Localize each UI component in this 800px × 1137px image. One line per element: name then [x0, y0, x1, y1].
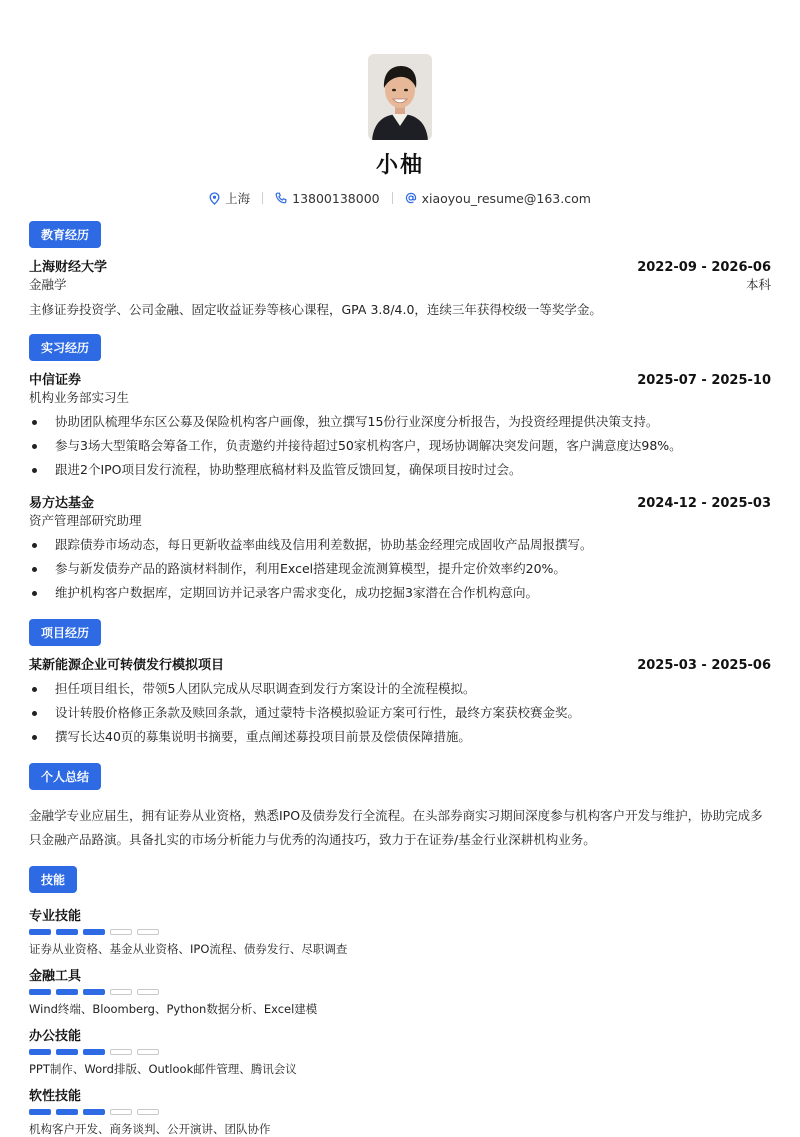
- email-text: xiaoyou_resume@163.com: [421, 190, 591, 206]
- education-section: [29, 207, 771, 320]
- skill-group: [29, 1085, 771, 1137]
- skill-level-empty: [110, 989, 132, 995]
- company-name: 中信证券: [29, 372, 82, 388]
- bullet-item: 撰写长达40页的募集说明书摘要，重点阐述募投项目前景及偿债保障措施。: [29, 725, 771, 749]
- skill-level-filled: [83, 989, 105, 995]
- education-degree: 本科: [745, 277, 771, 292]
- summary-heading: 个人总结: [29, 763, 101, 790]
- bullet-item: 担任项目组长，带领5人团队完成从尽职调查到发行方案设计的全流程模拟。: [29, 677, 771, 701]
- internship-date: 2024-12 - 2025-03: [637, 495, 771, 511]
- company-name: 易方达基金: [29, 495, 95, 511]
- skill-description: 机构客户开发、商务谈判、公开演讲、团队协作: [29, 1121, 271, 1136]
- skill-level-empty: [137, 1049, 159, 1055]
- contact-info: [29, 189, 771, 207]
- summary-section: [29, 749, 771, 852]
- skill-level-empty: [110, 1049, 132, 1055]
- skill-group: [29, 1025, 771, 1077]
- education-heading: 教育经历: [29, 221, 101, 248]
- bullet-item: 维护机构客户数据库，定期回访并记录客户需求变化，成功挖掘3家潜在合作机构意向。: [29, 581, 771, 605]
- skill-level-filled: [83, 1109, 105, 1115]
- skill-group: [29, 965, 771, 1017]
- skill-level-filled: [56, 929, 78, 935]
- location-pin-icon: [209, 192, 220, 205]
- internship-bullets: [29, 533, 771, 605]
- internship-role: 机构业务部实习生: [29, 389, 130, 405]
- skill-title: 金融工具: [29, 968, 82, 984]
- at-sign-icon: [405, 192, 417, 204]
- skill-level-empty: [110, 1109, 132, 1115]
- skill-description: PPT制作、Word排版、Outlook邮件管理、腾讯会议: [29, 1061, 297, 1076]
- skills-section: [29, 852, 771, 1137]
- summary-text: 金融学专业应届生，拥有证券从业资格，熟悉IPO及债券发行全流程。在头部券商实习期间深度参与机构客户开发与维护，协助完成多只金融产品路演。具备扎实的市场分析能力与优秀的沟通技巧，致力于在证券/基金行业深耕机构业务。: [29, 807, 763, 847]
- bullet-item: 协助团队梳理华东区公募及保险机构客户画像，独立撰写15份行业深度分析报告，为投资经理提供决策支持。: [29, 410, 771, 434]
- avatar-portrait-icon: [368, 54, 432, 140]
- internship-title-row: [29, 369, 771, 388]
- contact-divider: [392, 192, 393, 204]
- phone-text: 13800138000: [292, 190, 380, 206]
- bullet-item: 跟踪债券市场动态，每日更新收益率曲线及信用利差数据，协助基金经理完成固收产品周报撰写。: [29, 533, 771, 557]
- skill-level-empty: [137, 929, 159, 935]
- resume-header: [29, 54, 771, 207]
- skill-level-bars: [29, 1049, 771, 1055]
- project-section: [29, 605, 771, 749]
- bullet-item: 参与新发债券产品的路演材料制作，利用Excel搭建现金流测算模型，提升定价效率约20%。: [29, 557, 771, 581]
- education-date: 2022-09 - 2026-06: [637, 260, 771, 275]
- education-major: 金融学: [29, 277, 67, 292]
- skill-level-filled: [83, 1049, 105, 1055]
- skill-level-filled: [56, 989, 78, 995]
- project-name: 某新能源企业可转债发行模拟项目: [29, 657, 225, 673]
- project-heading: 项目经历: [29, 619, 101, 646]
- skills-heading: 技能: [29, 866, 77, 893]
- internship-section: [29, 320, 771, 605]
- skill-title: 专业技能: [29, 908, 82, 924]
- internship-bullets: [29, 410, 771, 482]
- project-entry: [29, 654, 771, 749]
- skill-level-empty: [137, 1109, 159, 1115]
- skill-description: Wind终端、Bloomberg、Python数据分析、Excel建模: [29, 1001, 318, 1016]
- internship-role: 资产管理部研究助理: [29, 512, 142, 528]
- project-title-row: [29, 654, 771, 673]
- skill-title: 软性技能: [29, 1088, 82, 1104]
- skill-level-empty: [137, 989, 159, 995]
- contact-phone: [275, 191, 379, 206]
- project-bullets: [29, 677, 771, 749]
- skill-description: 证券从业资格、基金从业资格、IPO流程、债券发行、尽职调查: [29, 941, 348, 956]
- education-description: 主修证券投资学、公司金融、固定收益证券等核心课程，GPA 3.8/4.0，连续三年获得校级一等奖学金。: [29, 302, 602, 317]
- skill-level-empty: [110, 929, 132, 935]
- school-name: 上海财经大学: [29, 260, 108, 275]
- project-date: 2025-03 - 2025-06: [637, 657, 771, 673]
- contact-divider: [262, 192, 263, 204]
- contact-email: [405, 191, 591, 206]
- skill-level-bars: [29, 1109, 771, 1115]
- skill-level-filled: [56, 1049, 78, 1055]
- education-title-row: [29, 256, 771, 275]
- internship-entry: [29, 492, 771, 605]
- internship-date: 2025-07 - 2025-10: [637, 372, 771, 388]
- skill-level-bars: [29, 929, 771, 935]
- contact-location: [209, 189, 250, 207]
- location-text: 上海: [225, 191, 251, 206]
- internship-heading: 实习经历: [29, 334, 101, 361]
- skill-level-filled: [29, 1109, 51, 1115]
- bullet-item: 参与3场大型策略会筹备工作，负责邀约并接待超过50家机构客户，现场协调解决突发问题，客户满意度达98%。: [29, 434, 771, 458]
- skill-level-filled: [56, 1109, 78, 1115]
- skill-level-filled: [29, 989, 51, 995]
- skill-level-filled: [29, 929, 51, 935]
- phone-icon: [275, 192, 287, 204]
- education-sub-row: [29, 275, 771, 293]
- skill-level-filled: [83, 929, 105, 935]
- internship-title-row: [29, 492, 771, 511]
- skill-title: 办公技能: [29, 1028, 82, 1044]
- bullet-item: 跟进2个IPO项目发行流程，协助整理底稿材料及监管反馈回复，确保项目按时过会。: [29, 458, 771, 482]
- internship-entry: [29, 369, 771, 482]
- candidate-name: 小柚: [375, 153, 424, 178]
- bullet-item: 设计转股价格修正条款及赎回条款，通过蒙特卡洛模拟验证方案可行性，最终方案获校赛金奖。: [29, 701, 771, 725]
- skill-level-filled: [29, 1049, 51, 1055]
- profile-photo: [368, 54, 432, 140]
- skill-group: [29, 905, 771, 957]
- skill-level-bars: [29, 989, 771, 995]
